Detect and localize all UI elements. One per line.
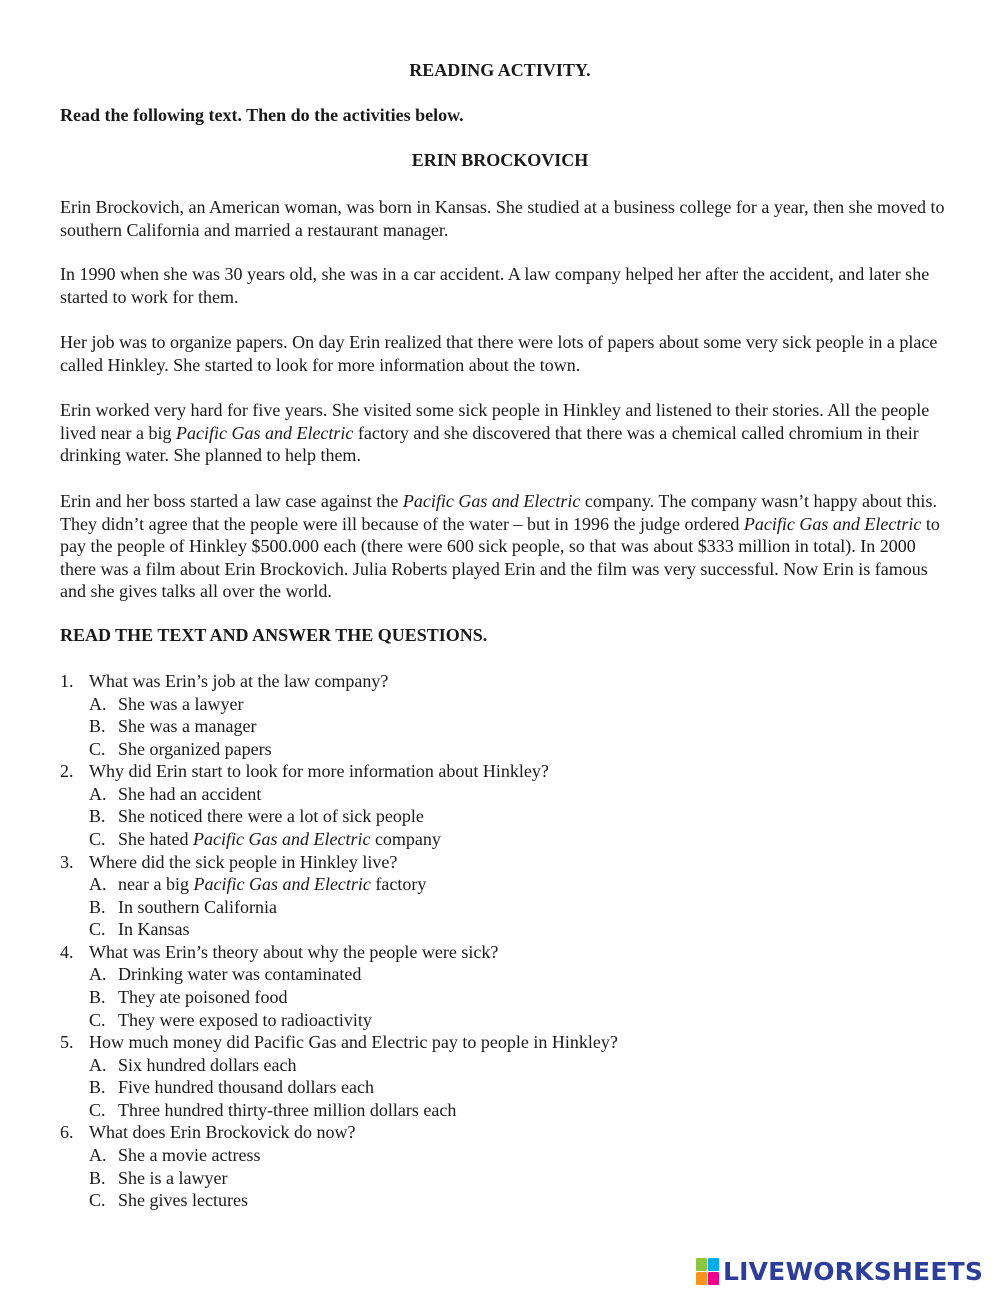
company-name: Pacific Gas and Electric xyxy=(193,874,371,895)
question-number: 1. xyxy=(60,671,74,691)
option-b[interactable] xyxy=(89,1076,950,1099)
option-list xyxy=(60,963,950,1031)
question-list xyxy=(60,670,950,1212)
option-letter: C. xyxy=(89,919,106,940)
option-text: She was a lawyer xyxy=(118,693,244,714)
paragraph-5-text: to pay the people of Hinkley $500.000 each (there were 600 sick people, so that was about $333 million in total). In 2000 there was a film about Erin Brockovich. Julia Roberts played Erin and the film was very successful. Now Erin is famous and she gives talks all over the world. xyxy=(60,513,940,601)
option-letter: A. xyxy=(89,1054,107,1075)
option-b[interactable] xyxy=(89,715,950,738)
option-c[interactable] xyxy=(89,1189,950,1212)
option-c[interactable] xyxy=(89,738,950,761)
option-letter: C. xyxy=(89,828,106,849)
company-name: Pacific Gas and Electric xyxy=(175,422,354,443)
question-text: What was Erin’s theory about why the people were sick? xyxy=(89,941,499,962)
question-6 xyxy=(60,1121,950,1211)
logo-block xyxy=(708,1258,719,1271)
question-text: Where did the sick people in Hinkley live? xyxy=(89,851,398,872)
paragraph-2: In 1990 when she was 30 years old, she was in a car accident. A law company helped her after the accident, and later she started to work for them. xyxy=(60,264,930,307)
company-name: Pacific Gas and Electric xyxy=(743,513,922,534)
logo-icon xyxy=(696,1258,719,1285)
option-list xyxy=(60,1144,950,1212)
company-name: Pacific Gas and Electric xyxy=(192,828,371,849)
option-text-part: near a big xyxy=(118,874,194,895)
option-letter: A. xyxy=(89,874,107,895)
option-text: She is a lawyer xyxy=(118,1167,228,1188)
option-letter: A. xyxy=(89,964,107,985)
paragraph-3: Her job was to organize papers. On day Erin realized that there were lots of papers about some very sick people in a place called Hinkley. She started to look for more information about the town. xyxy=(60,332,938,375)
option-text xyxy=(118,828,441,851)
option-text-part: factory xyxy=(370,874,427,895)
paragraph-4-text: Erin worked very hard for five years. She visited some sick people in Hinkley and listened to their stories. All the people lived near a big xyxy=(60,400,930,443)
option-text: They ate poisoned food xyxy=(118,986,288,1007)
paragraph-1: Erin Brockovich, an American woman, was born in Kansas. She studied at a business college for a year, then she moved to southern California and married a restaurant manager. xyxy=(60,197,945,240)
paragraph-5-text: Erin and her boss started a law case against the xyxy=(60,491,403,511)
option-text: In southern California xyxy=(118,896,277,917)
page-title: READING ACTIVITY. xyxy=(409,60,591,80)
option-letter: B. xyxy=(89,1167,106,1188)
option-a[interactable] xyxy=(89,783,950,806)
option-letter: A. xyxy=(89,1144,107,1165)
option-list xyxy=(60,693,950,761)
option-text: In Kansas xyxy=(118,919,190,940)
option-a[interactable] xyxy=(89,693,950,716)
question-text: What does Erin Brockovick do now? xyxy=(89,1122,356,1143)
option-text: She was a manager xyxy=(118,716,257,737)
option-text: She organized papers xyxy=(118,738,272,759)
option-text: Six hundred dollars each xyxy=(118,1054,297,1075)
liveworksheets-logo xyxy=(696,1256,983,1286)
logo-block xyxy=(696,1272,707,1285)
option-text: She had an accident xyxy=(118,783,262,804)
logo-block xyxy=(696,1258,707,1271)
option-a[interactable] xyxy=(89,963,950,986)
option-b[interactable] xyxy=(89,986,950,1009)
option-a[interactable] xyxy=(89,1054,950,1077)
option-b[interactable] xyxy=(89,896,950,919)
option-text: They were exposed to radioactivity xyxy=(118,1009,372,1030)
option-list xyxy=(60,873,950,941)
question-number: 5. xyxy=(60,1032,74,1053)
questions-heading: READ THE TEXT AND ANSWER THE QUESTIONS. xyxy=(60,625,488,645)
option-letter: A. xyxy=(89,693,107,714)
question-number: 4. xyxy=(60,941,74,962)
option-letter: C. xyxy=(89,1190,106,1211)
option-text: Drinking water was contaminated xyxy=(118,964,362,985)
question-number: 2. xyxy=(60,761,74,782)
question-1 xyxy=(60,670,950,760)
logo-block xyxy=(708,1272,719,1285)
option-letter: A. xyxy=(89,783,107,804)
question-text: What was Erin’s job at the law company? xyxy=(89,671,389,691)
option-c[interactable] xyxy=(89,828,950,851)
question-2 xyxy=(60,760,950,850)
option-letter: B. xyxy=(89,896,106,917)
option-list xyxy=(60,1054,950,1122)
option-text: She a movie actress xyxy=(118,1144,261,1165)
instructions: Read the following text. Then do the activities below. xyxy=(60,105,464,125)
option-text-part: She hated xyxy=(118,828,193,849)
company-name: Pacific Gas and Electric xyxy=(402,491,581,511)
option-text-part: company xyxy=(370,828,441,849)
option-text xyxy=(118,873,426,896)
question-number: 3. xyxy=(60,851,74,872)
question-5 xyxy=(60,1031,950,1121)
paragraph-4 xyxy=(60,399,950,467)
paragraph-4-text: factory and she discovered that there was a chemical called chromium in their drinking water. She planned to help them. xyxy=(60,422,919,465)
question-3 xyxy=(60,851,950,941)
option-letter: C. xyxy=(89,738,106,759)
question-number: 6. xyxy=(60,1122,74,1143)
option-list xyxy=(60,783,950,851)
option-letter: B. xyxy=(89,716,106,737)
option-letter: B. xyxy=(89,986,106,1007)
option-c[interactable] xyxy=(89,1009,950,1032)
question-text: How much money did Pacific Gas and Electric pay to people in Hinkley? xyxy=(89,1032,618,1053)
option-text: Five hundred thousand dollars each xyxy=(118,1077,374,1098)
option-text: She gives lectures xyxy=(118,1190,248,1211)
paragraph-5-text: company. The company wasn’t happy about this. They didn’t agree that the people were ill because of the water – but in 1996 the judge ordered xyxy=(60,491,937,534)
option-a[interactable] xyxy=(89,1144,950,1167)
question-4 xyxy=(60,941,950,1031)
option-b[interactable] xyxy=(89,1167,950,1190)
option-b[interactable] xyxy=(89,805,950,828)
option-c[interactable] xyxy=(89,1099,950,1122)
option-a[interactable] xyxy=(89,873,950,896)
option-letter: B. xyxy=(89,1077,106,1098)
option-letter: B. xyxy=(89,806,106,827)
logo-text: LIVEWORKSHEETS xyxy=(723,1256,984,1286)
option-c[interactable] xyxy=(89,918,950,941)
option-text: She noticed there were a lot of sick people xyxy=(118,806,424,827)
option-letter: C. xyxy=(89,1099,106,1120)
option-text: Three hundred thirty-three million dollars each xyxy=(118,1099,457,1120)
story-title: ERIN BROCKOVICH xyxy=(411,150,589,170)
option-letter: C. xyxy=(89,1009,106,1030)
question-text: Why did Erin start to look for more information about Hinkley? xyxy=(89,761,549,782)
paragraph-5 xyxy=(60,490,950,603)
